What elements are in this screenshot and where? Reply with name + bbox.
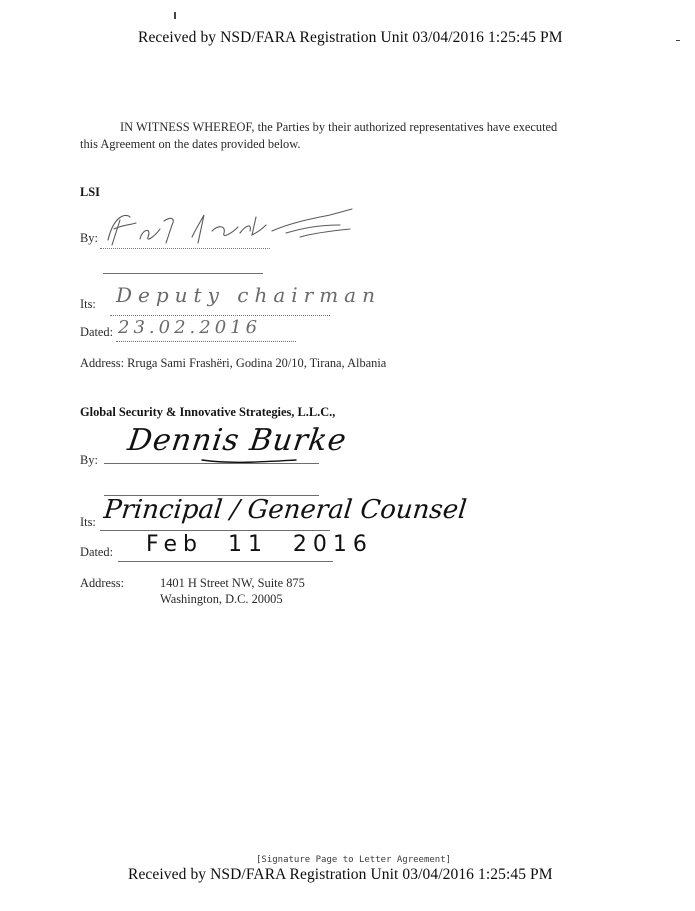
party2-its-underline (100, 530, 330, 531)
party1-dated-value: 23.02.2016 (118, 317, 262, 338)
top-registration-stamp: Received by NSD/FARA Registration Unit 03/04/2016 1:25:45 PM (138, 29, 563, 46)
party2-address-line-2: Washington, D.C. 20005 (160, 592, 283, 606)
party2-address-line-1: 1401 H Street NW, Suite 875 (160, 576, 305, 590)
party2-name: Global Security & Innovative Strategies, L.L.C., (80, 405, 336, 419)
party2-dated-label: Dated: (80, 545, 114, 559)
party2-its-label: Its: (80, 515, 96, 529)
party1-by-label: By: (80, 231, 98, 245)
scan-speck (676, 40, 680, 41)
party1-by-underline (100, 248, 270, 249)
party2-by-underline (104, 463, 319, 464)
party2-signature: Dennis Burke (125, 423, 350, 458)
party1-dated-label: Dated: (80, 325, 114, 339)
party1-address: Address: Rruga Sami Frashëri, Godina 20/10, Tirana, Albania (80, 356, 387, 370)
party1-its-label: Its: (80, 297, 96, 311)
party1-name: LSI (80, 185, 100, 199)
party1-signature (100, 195, 360, 255)
party1-its-underline (110, 315, 330, 316)
witness-line-2: this Agreement on the dates provided below. (80, 137, 301, 151)
witness-line-1: IN WITNESS WHEREOF, the Parties by their authorized representatives have executed (120, 120, 558, 134)
party2-address-label: Address: (80, 576, 125, 590)
scan-speck (174, 12, 176, 19)
bottom-registration-stamp: Received by NSD/FARA Registration Unit 03/04/2016 1:25:45 PM (128, 866, 553, 883)
party2-its-value: Principal / General Counsel (102, 495, 469, 525)
signature-page-caption: [Signature Page to Letter Agreement] (256, 855, 452, 865)
party2-dated-value: Feb 11 2016 (146, 532, 373, 557)
party2-dated-underline (118, 561, 333, 562)
party1-dated-underline (116, 341, 296, 342)
party2-by-label: By: (80, 453, 98, 467)
party1-its-value: Deputy chairman (116, 283, 381, 307)
party1-name-line (103, 273, 263, 274)
party2-signature-flourish (200, 440, 310, 470)
